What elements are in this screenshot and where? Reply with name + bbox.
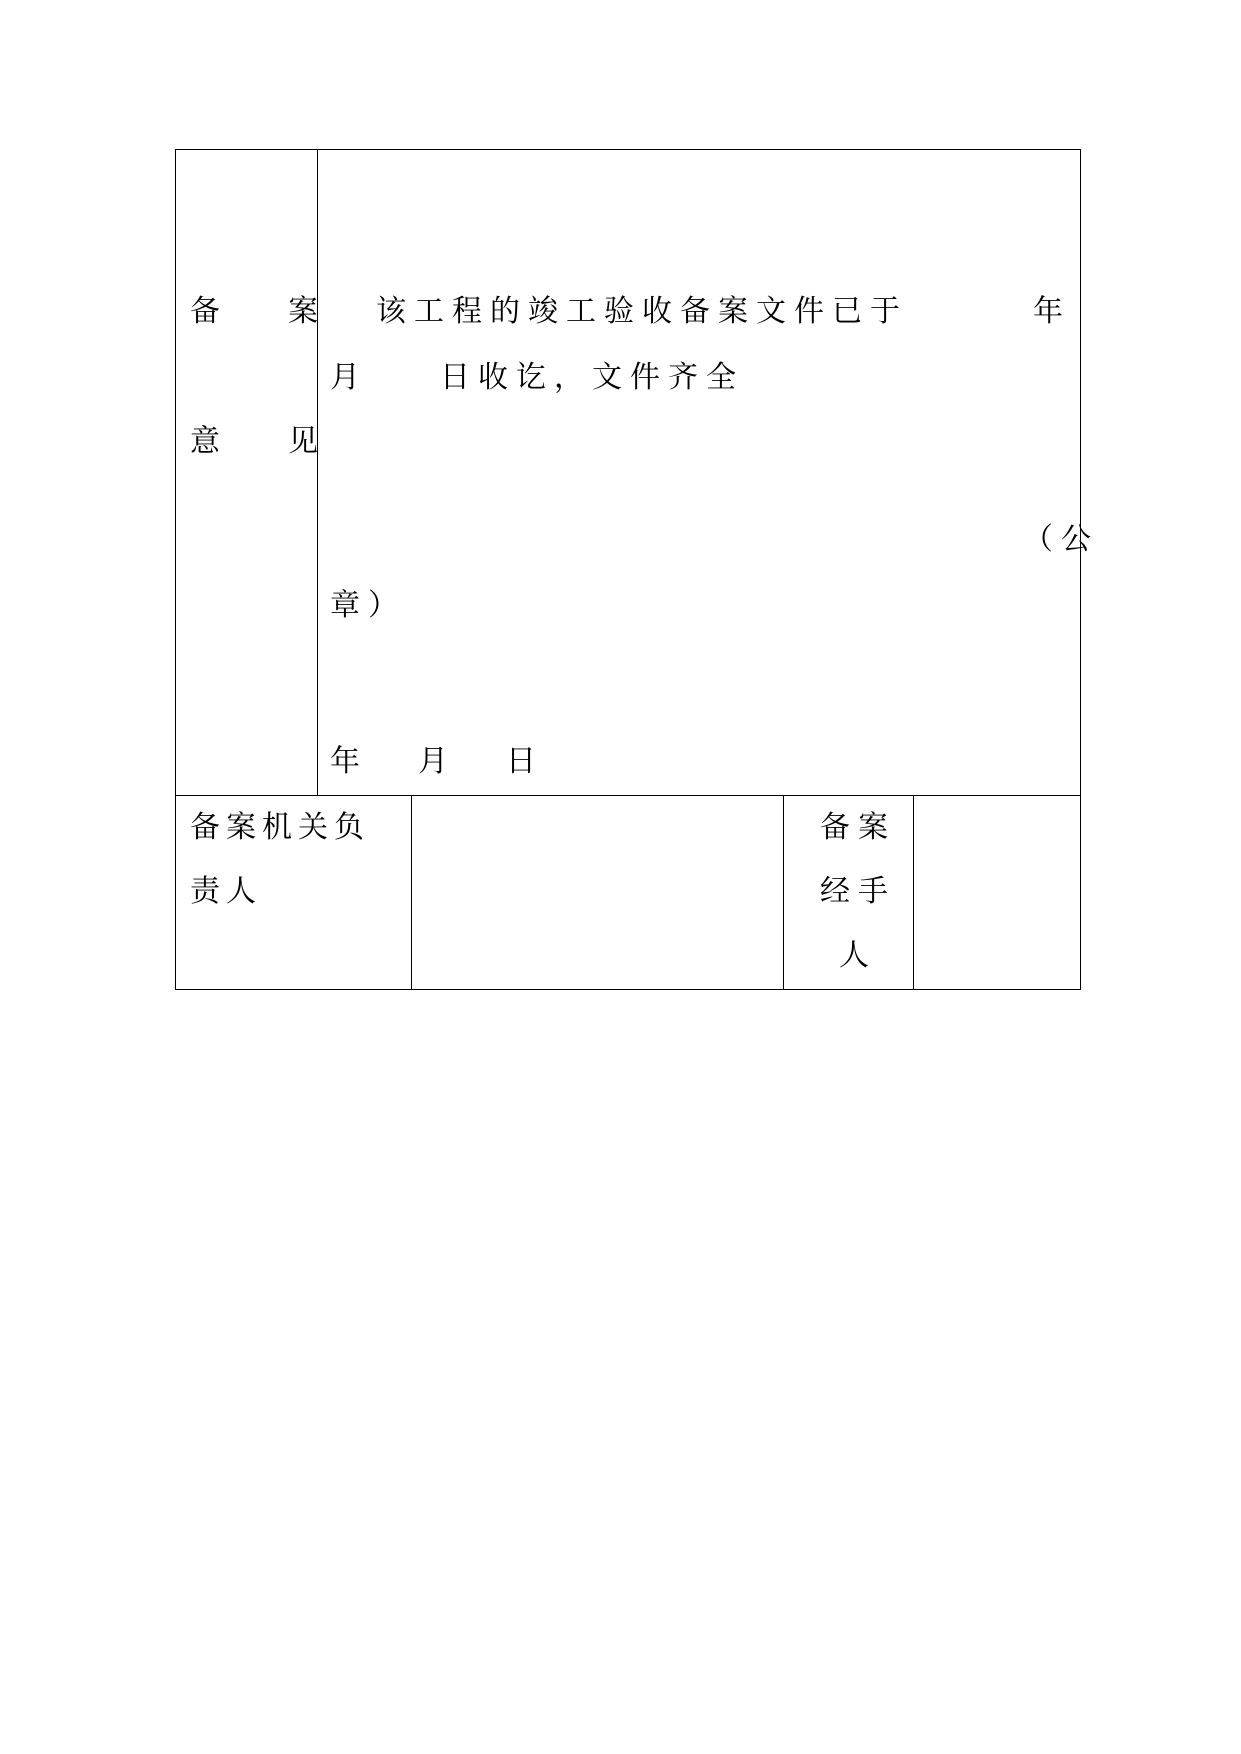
- label-jian: 见: [288, 424, 326, 459]
- filing-opinion-content-cell: [318, 150, 1099, 796]
- filing-opinion-form: [175, 149, 1099, 990]
- handler-label-cell: [784, 796, 914, 990]
- opinion-received-text: 日收讫，文件齐全: [440, 360, 744, 395]
- opinion-month: 月: [330, 360, 368, 395]
- date-year: 年: [330, 744, 368, 779]
- label-bei: 备: [190, 294, 228, 329]
- seal-open: （公: [1023, 522, 1099, 557]
- authority-head-value-cell[interactable]: [412, 796, 784, 990]
- authority-head-label-cell: [176, 796, 412, 990]
- date-month: 月: [418, 744, 456, 779]
- opinion-text-line1: 该工程的竣工验收备案文件已于: [376, 294, 908, 329]
- label-yi: 意: [190, 424, 228, 459]
- seal-close: 章）: [330, 588, 406, 623]
- handler-label: 备案经手人: [820, 810, 896, 973]
- opinion-text-line2: [330, 346, 744, 410]
- handler-value-cell[interactable]: [914, 796, 1081, 990]
- date-day: 日: [506, 744, 544, 779]
- label-an: 案: [288, 294, 326, 329]
- filing-opinion-label-cell: [176, 150, 326, 796]
- authority-head-label: 备案机关负责人: [190, 810, 370, 909]
- opinion-date: [330, 730, 544, 794]
- opinion-year: 年: [1033, 294, 1071, 329]
